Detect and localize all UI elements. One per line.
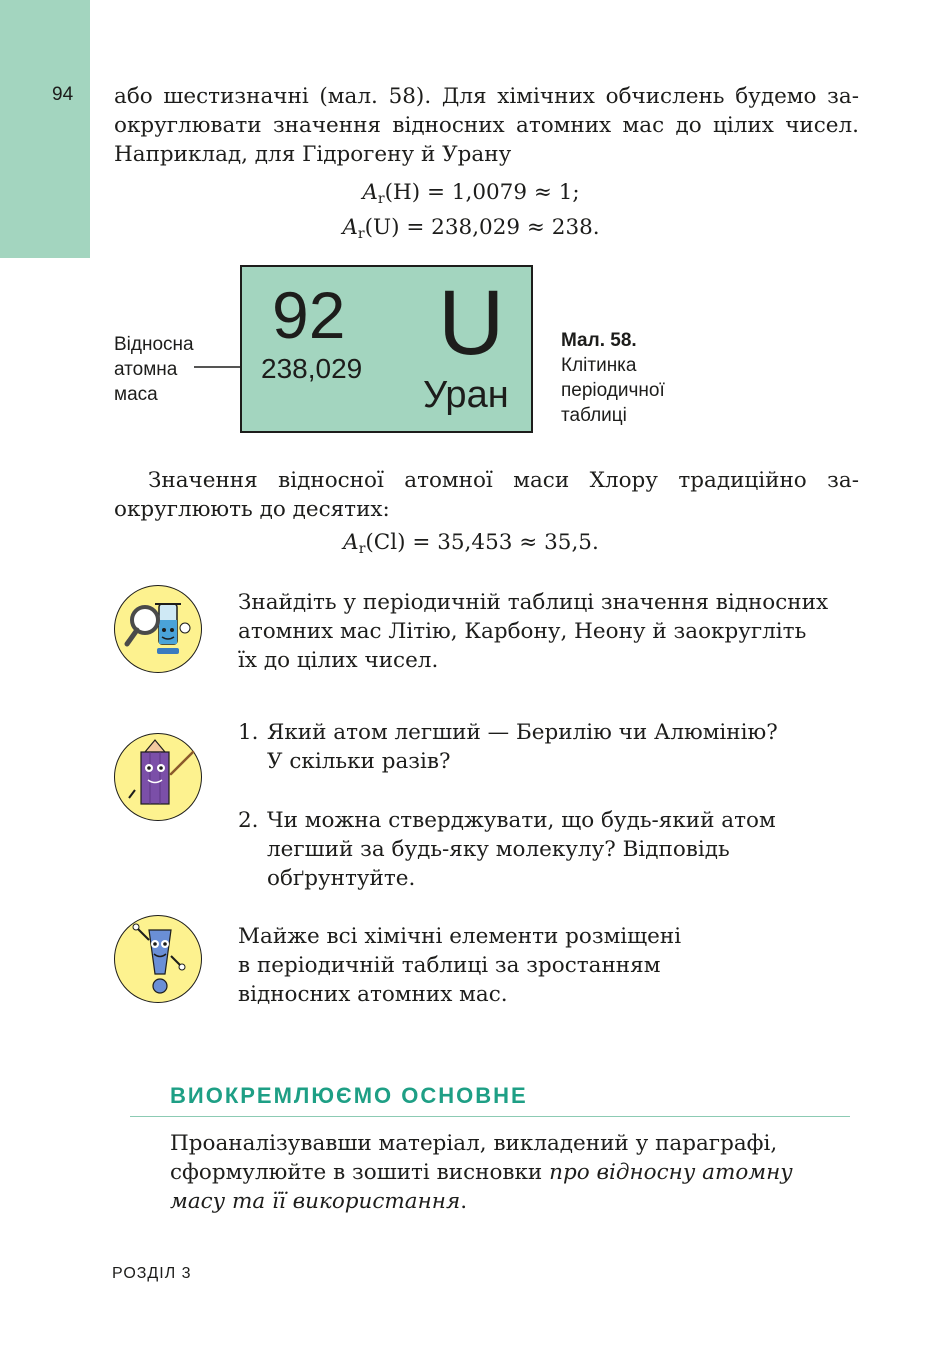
section-heading: ВИОКРЕМЛЮЄМО ОСНОВНЕ — [170, 1083, 528, 1108]
atomic-mass: 238,029 — [261, 353, 363, 384]
magnifier-flask-icon — [114, 585, 202, 673]
question-number: 2. — [238, 808, 259, 833]
element-name: Уран — [423, 374, 509, 416]
chlorine-line: округлюють до десятих: — [114, 497, 390, 522]
chlorine-paragraph — [114, 466, 859, 524]
atomic-number: 92 — [272, 278, 346, 352]
figure-caption-title: Мал. 58. — [561, 330, 637, 351]
task-text: Знайдіть у періодичній таблиці значення відносних атомних мас Літію, Карбону, Неону й заокругліть їх до цілих чисел. — [238, 590, 829, 673]
summary-paragraph: Проаналізувавши матеріал, викладений у параграфі, сформулюйте в зошиті висновки про відносну атомну масу та її використання. — [170, 1131, 793, 1214]
intro-line: Наприклад, для Гідрогену й Урану — [114, 142, 512, 167]
formula-chlorine: $A_r(Cl) = 35,453 \approx 35,5$. — [343, 530, 599, 557]
relative-atomic-mass-label: Відносна атомна маса — [114, 334, 194, 405]
chlorine-line: Значення відносної атомної маси Хлору традиційно за- — [148, 468, 859, 493]
question-number: 1. — [238, 720, 259, 745]
heading-divider — [130, 1116, 850, 1117]
note-text: Майже всі хімічні елементи розміщені в періодичній таблиці за зростанням відносних атомних мас. — [238, 924, 682, 1007]
formula-hydrogen: $A_r(H) = 1,0079 \approx 1$; — [362, 180, 580, 207]
question-item-2: 2. Чи можна стверджувати, що будь-який атом легший за будь-яку молекулу? Відповідь обґрунтуйте. — [238, 808, 776, 891]
formula-uranium: $A_r(U) = 238,029 \approx 238$. — [342, 215, 600, 242]
intro-line: округлювати значення відносних атомних мас до цілих чисел. — [114, 113, 859, 138]
intro-line: або шестизначні (мал. 58). Для хімічних обчислень будемо за- — [114, 84, 859, 109]
element-symbol: U — [438, 272, 505, 374]
page-number: 94 — [52, 84, 74, 105]
question-item-1: 1. Який атом легший — Берилію чи Алюмінію? У скільки разів? — [238, 720, 778, 774]
periodic-table-cell — [240, 265, 533, 433]
exclamation-mark-icon — [114, 915, 202, 1003]
intro-paragraph — [114, 82, 859, 169]
pencil-pointer-icon — [114, 733, 202, 821]
figure-caption: Мал. 58. Клітинка періодичної таблиці — [561, 330, 665, 426]
chapter-footer: РОЗДІЛ 3 — [112, 1265, 192, 1282]
